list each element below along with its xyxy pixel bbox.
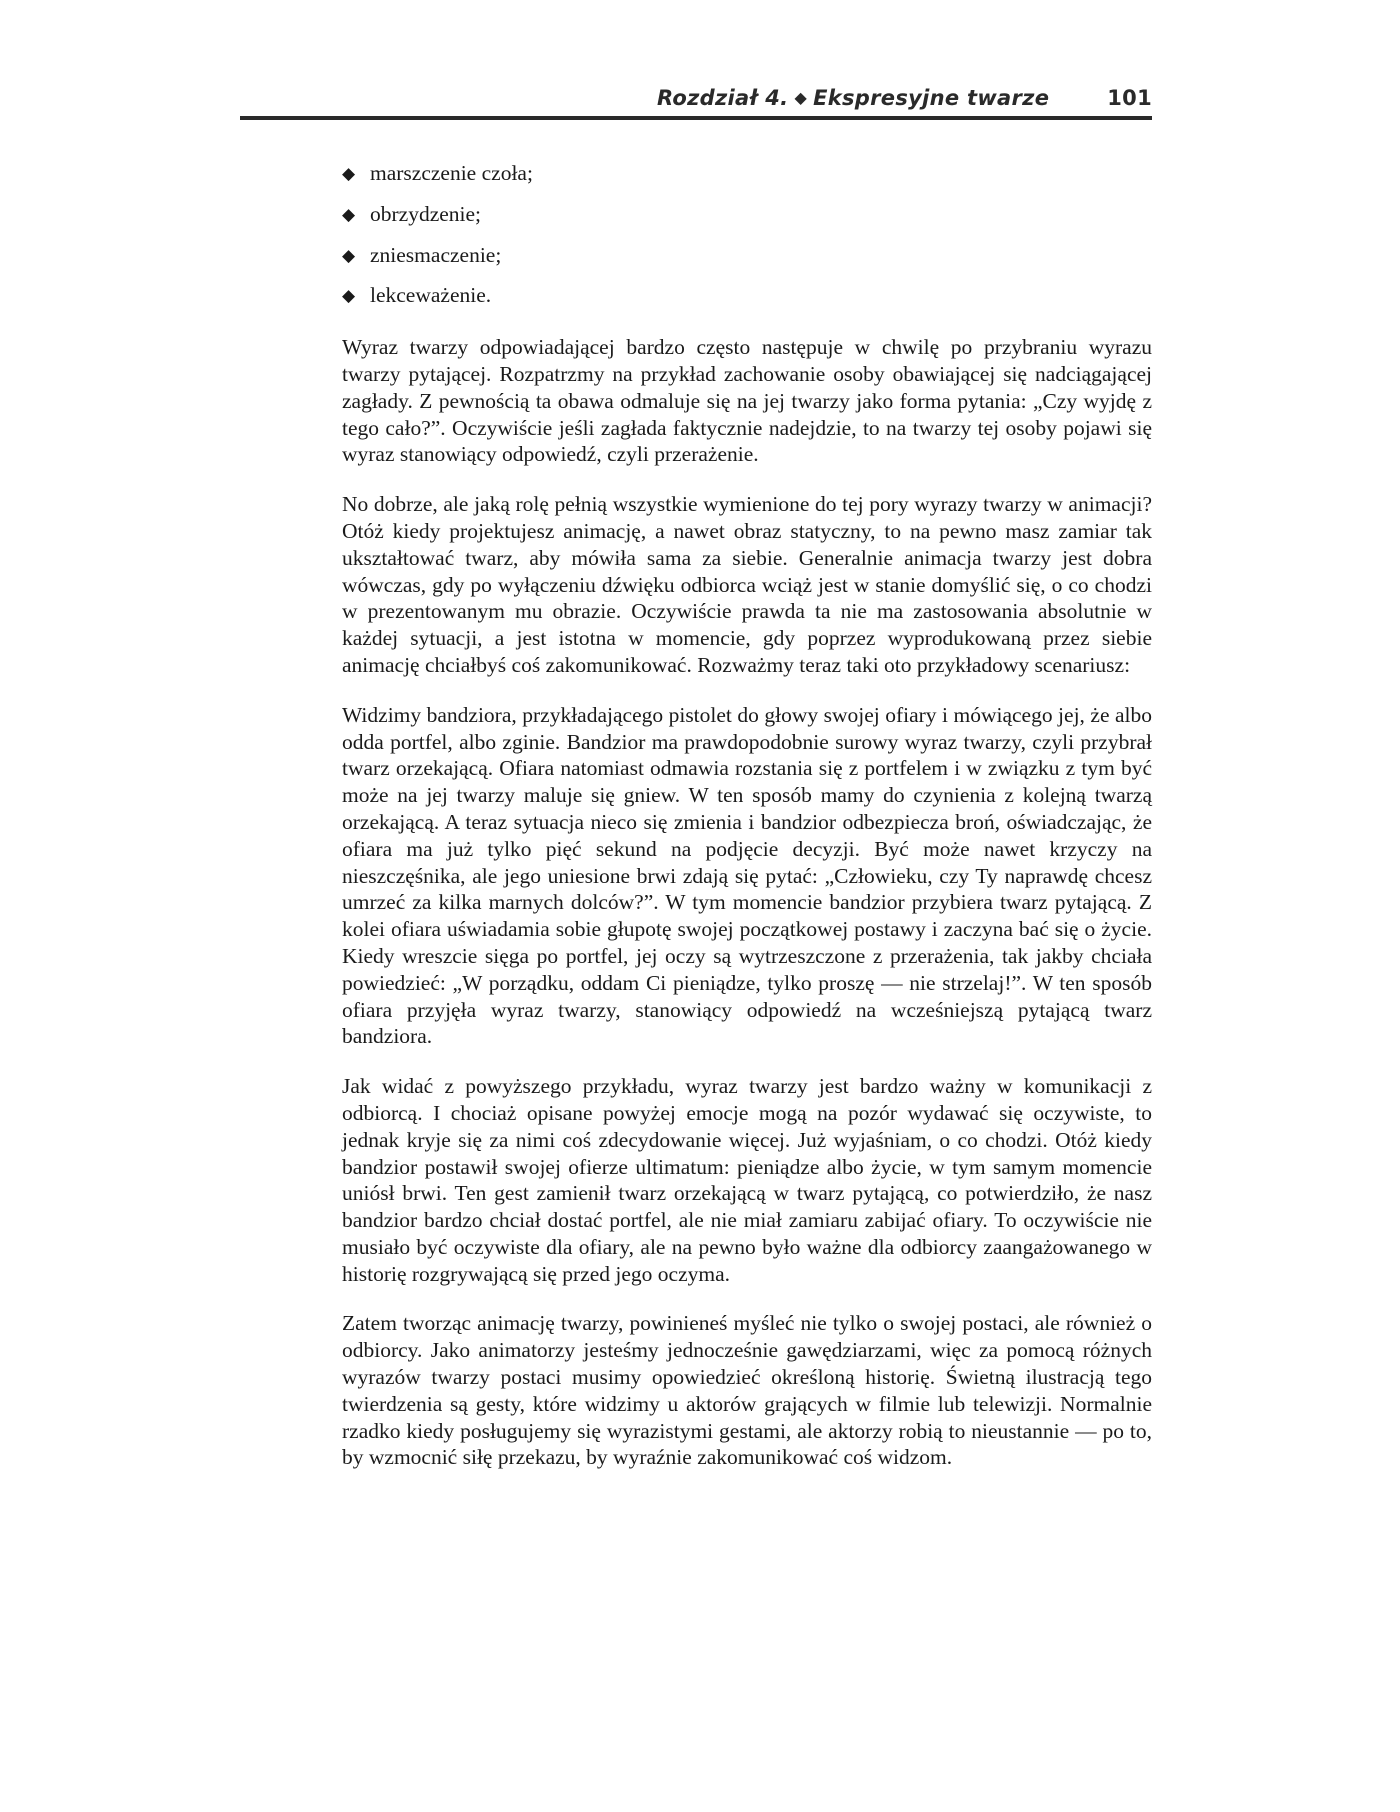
diamond-bullet-icon: ◆	[342, 164, 356, 183]
list-item	[342, 160, 1152, 189]
list-item	[342, 201, 1152, 230]
list-item-text: lekceważenie.	[370, 283, 492, 308]
diamond-bullet-icon: ◆	[342, 286, 356, 306]
paragraph: No dobrze, ale jaką rolę pełnią wszystkie wymienione do tej pory wyrazy twarzy w animacji? Otóż kiedy projektujesz animację, a nawet obraz statyczny, to na pewno masz zamiar tak ukształtować twarz, aby mówiła sama za siebie. Generalnie animacja twarzy jest dobra wówczas, gdy po wyłączeniu dźwięku odbiorca wciąż jest w stanie domyślić się, o co chodzi w prezentowanym mu obrazie. Oczywiście prawda ta nie ma zastosowania absolutnie w każdej sytuacji, a jest istotna w momencie, gdy poprzez wyprodukowaną przez siebie animację chciałbyś coś zakomunikować. Rozważmy teraz taki oto przykładowy scenariusz:	[342, 492, 1152, 677]
diamond-bullet-icon: ◆	[342, 204, 356, 224]
list-item-text: zniesmaczenie;	[370, 242, 502, 267]
paragraph: Widzimy bandziora, przykładającego pistolet do głowy swojej ofiary i mówiącego jej, że albo odda portfel, albo zginie. Bandzior ma prawdopodobnie surowy wyraz twarzy, czyli przybrał twarz orzekającą. Ofiara natomiast odmawia rozstania się z portfelem i w związku z tym być może na jej twarzy maluje się gniew. W ten sposób mamy do czynienia z kolejną twarzą orzekającą. A teraz sytuacja nieco się zmienia i bandzior odbezpiecza broń, oświadczając, że ofiara ma już tylko pięć sekund na podjęcie decyzji. Być może nawet krzyczy na nieszczęśnika, ale jego uniesione brwi zdają się pytać: „Człowieku, czy Ty naprawdę chcesz umrzeć za kilka marnych dolców?”. W tym momencie bandzior przybiera twarz pytającą. Z kolei ofiara uświadamia sobie głupotę swojej początkowej postawy i zaczyna bać się o życie. Kiedy wreszcie sięga po portfel, jej oczy są wytrzeszczone z przerażenia, tak jakby chciała powiedzieć: „W porządku, oddam Ci pieniądze, tylko proszę — nie strzelaj!”. W ten sposób ofiara przyjęła wyraz twarzy, stanowiący odpowiedź na wcześniejszą pytającą twarz bandziora.	[342, 702, 1152, 1049]
paragraph: Wyraz twarzy odpowiadającej bardzo często następuje w chwilę po przybraniu wyrazu twarzy pytającej. Rozpatrzmy na przykład zachowanie osoby obawiającej się nadciągającej zagłady. Z pewnością ta obawa odmaluje się na jej twarzy jako forma pytania: „Czy wyjdę z tego cało?”. Oczywiście jeśli zagłada faktycznie nadejdzie, to na twarzy tej osoby pojawi się wyraz stanowiący odpowiedź, czyli przerażenie.	[342, 335, 1152, 467]
bullet-list	[342, 160, 1152, 311]
header-text	[657, 86, 1152, 110]
chapter-title: Ekspresyjne twarze	[813, 86, 1050, 110]
diamond-icon: ◆	[794, 88, 808, 107]
list-item	[342, 242, 1152, 271]
list-item-text: obrzydzenie;	[370, 201, 482, 226]
header-rule	[240, 116, 1152, 120]
page-number: 101	[1107, 86, 1152, 110]
list-item-text: marszczenie czoła;	[370, 161, 533, 185]
list-item	[342, 282, 1152, 311]
chapter-label: Rozdział 4.	[656, 86, 789, 110]
page-body	[342, 160, 1152, 1494]
paragraph: Jak widać z powyższego przykładu, wyraz twarzy jest bardzo ważny w komunikacji z odbiorcą. I chociaż opisane powyżej emocje mogą na pozór wydawać się oczywiste, to jednak kryje się za nimi coś zdecydowanie więcej. Już wyjaśniam, o co chodzi. Otóż kiedy bandzior postawił swojej ofierze ultimatum: pieniądze albo życie, w tym samym momencie uniósł brwi. Ten gest zamienił twarz orzekającą w twarz pytającą, co potwierdziło, że nasz bandzior bardzo chciał dostać portfel, ale nie miał zamiaru zabijać ofiary. To oczywiście nie musiało być oczywiste dla ofiary, ale na pewno było ważne dla odbiorcy zaangażowanego w historię rozgrywającą się przed jego oczyma.	[342, 1074, 1152, 1286]
paragraph: Zatem tworząc animację twarzy, powinieneś myśleć nie tylko o swojej postaci, ale również o odbiorcy. Jako animatorzy jesteśmy jednocześnie gawędziarzami, więc za pomocą różnych wyrazów twarzy postaci musimy opowiedzieć określoną historię. Świetną ilustracją tego twierdzenia są gesty, które widzimy u aktorów grających w filmie lub telewizji. Normalnie rzadko kiedy posługujemy się wyrazistymi gestami, ale aktorzy robią to nieustannie — po to, by wzmocnić siłę przekazu, by wyraźnie zakomunikować coś widzom.	[342, 1311, 1152, 1470]
diamond-bullet-icon: ◆	[342, 245, 356, 265]
running-header	[240, 80, 1152, 120]
